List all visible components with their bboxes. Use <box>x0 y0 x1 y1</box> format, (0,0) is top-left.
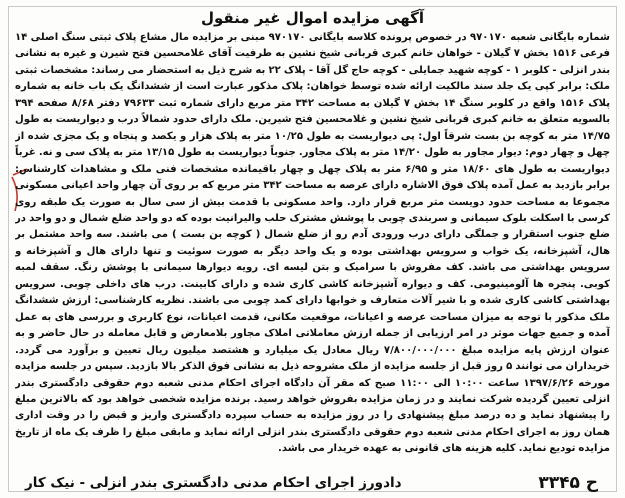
notice-body: شماره بایگانی شعبه ۹۷۰۱۷۰ در خصوص پرونده کلاسه بایگانی ۹۷۰۱۷۰ مبنی بر مزایده مال مشاع پلاک ثبتی سنگ اصلی ۱۴ فرعی ۱۵۱۶ بخش ۷ گیلان - خواهان خانم کبری قربانی شیخ نشین به طرفیت آقای غلامحسین فتح شیرن و غیره به نشانی بندر انزلی - کلوبر ۱ - کوچه شهید جمایلی - کوچه حاج گل آقا - پلاک ۲۲ به شرح ذیل به استحضار می رساند: مشخصات ثبتی ملک: برابر کپی یک جلد سند مالکیت ارائه شده توسط خواهان: پلاک مذکور عبارت است از ششدانگ یک باب خانه به شماره پلاک ۱۵۱۶ واقع در کلوبر سنگ ۱۴ بخش ۷ گیلان به مساحت ۳۴۲ متر مربع دارای شماره ثبت ۷۹۶۳۳ دفتر ۸/۶۸ صفحه ۳۹۴ بالسویه متعلق به خانم کبری قربانی شیخ نشین و غلامحسین فتح شیرین. ملک دارای حدود شمالاً درب و دیواریست به طول ۱۴/۷۵ متر به کوچه بن بست شرقاً اول: پی دیواریست به طول ۱۰/۲۵ متر به پلاک هزار و یکصد و پنجاه و یک مجزی شده از چهل و چهار دوم: دیوار مجاور به طول ۱۴/۲۰ متر به پلاک مجاور. جنوباً دیواریست به طول ۱۳/۱۵ متر به پلاک سی و نه. غرباً دیواریست به طول های ۱۸/۶۰ متر و ۶/۹۵ متر به پلاک چهل و چهار باقیمانده مشخصات فنی ملک و مشاهدات کارشناس: برابر بازدید به عمل آمده پلاک فوق الاشاره دارای عرصه به مساحت ۳۴۲ متر مربع که بر روی آن چهار واحد اعیانی مسکونی مجموعا به مساحت حدود دویست متر مربع قرار دارد. واحد مسکونی با قدمت بیش از سی سال به صورت یک طبقه روی کرسی با اسکلت بلوک سیمانی و سربندی چوبی با پوشش مشترک حلب والیرانیت بوده که دو واحد ضلع شمال و دو واحد در ضلع جنوب استقرار و جملگی دارای درب ورودی آدم رو از ضلع شمال ( کوچه بن بست ) می باشند. سه واحد مشتمل بر هال، آشپزخانه، یک خواب و سرویس بهداشتی بوده و یک واحد دیگر به صورت سوئیت و تنها دارای هال و آشپزخانه و سرویس بهداشتی می باشد. کف مفروش با سرامیک و بتن لیسه ای. رویه دیوارها سیمانی با پوشش رنگ. سقف لمبه کوبی. پنجره ها آلومینیومی. کف و دیواره آشپزخانه کاشی کاری شده و دارای کابینت. درب های داخلی چوبی. سرویس بهداشتی کاشی کاری شده و با شیر آلات متعارف و خوابها دارای کمد چوبی می باشند. نظریه کارشناسی: ارزش ششدانگ ملک مذکور با توجه به میزان مساحت عرصه و اعیانات، موقعیت مکانی، قدمت اعیانات، نوع کاربری و بررسی های به عمل آمده و جمیع جهات موثر در امر ارزیابی از جمله ارزش معاملاتی املاک مجاور بلامعارض و قابل معامله در حال حاضر و به عنوان ارزش پایه مزایده مبلغ ۷/۸۰۰/۰۰۰/۰۰۰ ریال معادل یک میلیارد و هشتصد میلیون ریال تعیین و برآورد می گردد. خریداران می توانند ۵ روز قبل از جلسه مزایده از ملک مشروحه ذیل به نشانی فوق الذکر بالا بازدید. سپس در جلسه مزایده مورخه ۱۳۹۷/۶/۲۶ ساعت ۱۰:۰۰ الی ۱۱:۰۰ صبح که مقر آن دادگاه اجرای احکام مدنی شعبه دوم حقوقی دادگستری بندر انزلی تعیین گردیده شرکت نمایند و در زمان مزایده بفروش خواهد رسید. برنده مزایده شخصی خواهد بود که بالاترین مبلغ را پیشنهاد نماید و ده درصد مبلغ پیشنهادی را در روز مزایده به حساب سپرده دادگستری واریز و قبض را در وقت اداری همان روز به اجرای احکام مدنی شعبه دوم حقوقی دادگستری بندر انزلی ارائه نماید و مابقی مبلغ را ظرف یک ماه از تاریخ مزایده تودیع نماید. کلیه هزینه های قانونی به عهده خریدار می باشد. <box>15 32 610 455</box>
issuer-signature: دادورز اجرای احکام مدنی دادگستری بندر انزلی - نیک کار <box>25 475 402 491</box>
notice-frame <box>8 6 617 492</box>
notice-title: آگهی مزایده اموال غیر منقول <box>200 9 425 27</box>
reference-number: ح ۳۳۴۵ <box>538 473 598 493</box>
notice-footer <box>19 469 606 497</box>
